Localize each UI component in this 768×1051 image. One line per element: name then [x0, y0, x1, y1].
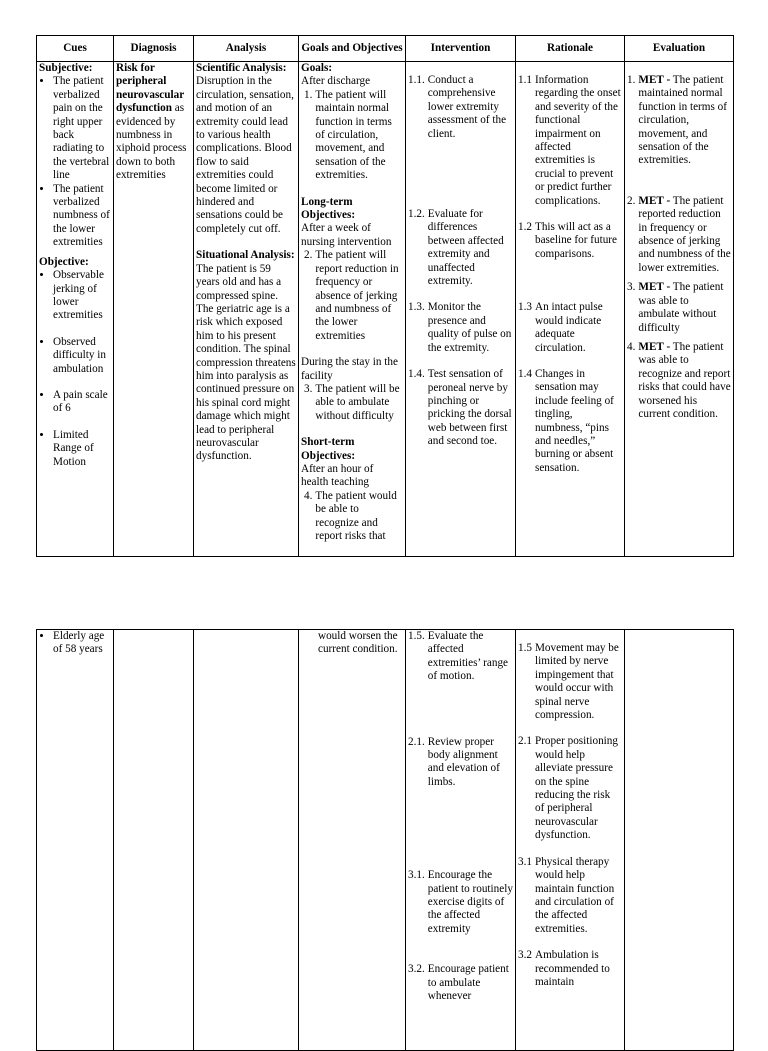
header-evaluation: Evaluation — [625, 36, 734, 62]
intervention-item: 1.4. Test sensation of peroneal nerve by pinching or pricking the dorsal web between first and second toe. — [408, 368, 512, 448]
header-analysis: Analysis — [194, 36, 299, 62]
list-item: • Observed difficulty in ambulation — [53, 336, 111, 376]
situational-analysis-text: The patient is 59 years old and has a compressed spine. The geriatric age is a risk which exposed him to his present condition. The spinal compression threatens him into paralysis as continued pressure on his spinal cord might damage which might lead to peripheral neurovascular dysfunction. — [196, 262, 296, 463]
intervention-cell — [406, 62, 516, 557]
rationale-item: 1.5 Movement may be limited by nerve impingement that would occur with spinal nerve compression. — [518, 642, 619, 722]
short-term-label: Short-term Objectives: — [301, 436, 356, 462]
cues-cell — [37, 630, 114, 1051]
intervention-item: 3.1. Encourage the patient to routinely exercise digits of the affected extremity — [408, 869, 513, 935]
long-term-label: Long-term Objectives: — [301, 195, 356, 222]
scientific-analysis-text: Disruption in the circulation, sensation, and motion of an extremity could lead to various health complications. Blood flow to said extremities could become limited or hindered and sensations could be completely cut off. — [196, 75, 294, 235]
goals-cell — [299, 62, 406, 557]
list-item: • The patient verbalized pain on the right upper back radiating to the vertebral line — [53, 75, 111, 182]
evaluation-item: 1. MET - The patient maintained normal function in terms of circulation, movement, and sensation of the extremities. — [627, 74, 727, 167]
diagnosis-detail: as evidenced by numbness in xiphoid process down to both extremities — [116, 102, 187, 182]
rationale-item: 1.2 This will act as a baseline for future comparisons. — [518, 221, 617, 260]
diagnosis-cell — [114, 630, 194, 1051]
goals-cell — [299, 630, 406, 1051]
objective-item: 3. The patient will be able to ambulate without difficulty — [304, 382, 400, 422]
goals-label: Goals: — [301, 62, 333, 74]
intervention-item: 2.1. Review proper body alignment and elevation of limbs. — [408, 735, 500, 788]
list-item: • A pain scale of 6 — [53, 389, 111, 416]
evaluation-item: 3. MET - The patient was able to ambulate without difficulty — [627, 281, 724, 334]
subjective-list — [39, 75, 111, 249]
goals-intro: After discharge — [301, 75, 371, 88]
evaluation-cell — [625, 630, 734, 1051]
objective-list — [39, 269, 111, 469]
subjective-label: Subjective: — [39, 62, 93, 74]
cues-continued-list — [39, 630, 111, 657]
list-item: • The patient verbalized numbness of the lower extremities — [53, 183, 111, 250]
intervention-item: 1.2. Evaluate for differences between affected extremity and unaffected extremity. — [408, 208, 504, 288]
rationale-cell — [516, 62, 625, 557]
list-item: • Elderly age of 58 years — [53, 630, 111, 657]
objective-continued: would worsen the current condition. — [318, 630, 398, 656]
care-plan-table-page-1 — [36, 35, 734, 557]
evaluation-item: 4. MET - The patient was able to recognize and report risks that could have worsened his current condition. — [627, 340, 731, 420]
objective-item: 2. The patient will report reduction in frequency or absence of jerking and numbness of the lower extremities — [304, 249, 399, 342]
long-term-intro: After a week of nursing intervention — [301, 222, 392, 248]
objective-item: 4. The patient would be able to recognize and report risks that — [304, 489, 397, 542]
rationale-item: 1.1 Information regarding the onset and severity of the functional impairment on affected extremities is crucial to prevent or predict further complications. — [518, 74, 621, 207]
diagnosis-cell — [114, 62, 194, 557]
rationale-item: 2.1 Proper positioning would help alleviate pressure on the spine reducing the risk of peripheral neurovascular dysfunction. — [518, 735, 618, 842]
during-stay-intro: During the stay in the facility — [301, 356, 398, 382]
header-intervention: Intervention — [406, 36, 516, 62]
care-plan-table-page-2 — [36, 629, 734, 1051]
header-cues: Cues — [37, 36, 114, 62]
situational-analysis-label: Situational Analysis: — [196, 249, 295, 262]
body-row — [37, 62, 734, 557]
rationale-cell — [516, 630, 625, 1051]
rationale-item: 3.1 Physical therapy would help maintain function and circulation of the affected extremities. — [518, 855, 615, 935]
diagnosis-title: Risk for peripheral neurovascular dysfunction — [116, 62, 184, 115]
cues-cell — [37, 62, 114, 557]
scientific-analysis-label: Scientific Analysis: — [196, 62, 287, 74]
header-diagnosis: Diagnosis — [114, 36, 194, 62]
rationale-item: 1.3 An intact pulse would indicate adequate circulation. — [518, 301, 603, 354]
header-rationale: Rationale — [516, 36, 625, 62]
intervention-item: 1.5. Evaluate the affected extremities’ range of motion. — [408, 630, 509, 683]
evaluation-cell — [625, 62, 734, 557]
body-row — [37, 630, 734, 1051]
list-item: • Observable jerking of lower extremities — [53, 269, 111, 323]
intervention-item: 1.1. Conduct a comprehensive lower extremity assessment of the client. — [408, 74, 507, 140]
objective-label: Objective: — [39, 255, 89, 268]
intervention-item: 3.2. Encourage patient to ambulate whenever — [408, 963, 509, 1003]
rationale-item: 3.2 Ambulation is recommended to maintain — [518, 949, 610, 988]
list-item: • Limited Range of Motion — [53, 429, 111, 469]
evaluation-item: 2. MET - The patient reported reduction in frequency or absence of jerking and numbness of the lower extremities. — [627, 194, 731, 274]
analysis-cell — [194, 630, 299, 1051]
intervention-item: 1.3. Monitor the presence and quality of pulse on the extremity. — [408, 301, 512, 354]
goal-item: 1. The patient will maintain normal function in terms of circulation, movement, and sensation of the extremities. — [304, 88, 392, 182]
short-term-intro: After an hour of health teaching — [301, 462, 374, 489]
intervention-cell — [406, 630, 516, 1051]
header-goals: Goals and Objectives — [299, 36, 406, 62]
analysis-cell — [194, 62, 299, 557]
header-row — [37, 36, 734, 62]
rationale-item: 1.4 Changes in sensation may include feeling of tingling, numbness, “pins and needles,” burning or absent sensation. — [518, 367, 614, 474]
